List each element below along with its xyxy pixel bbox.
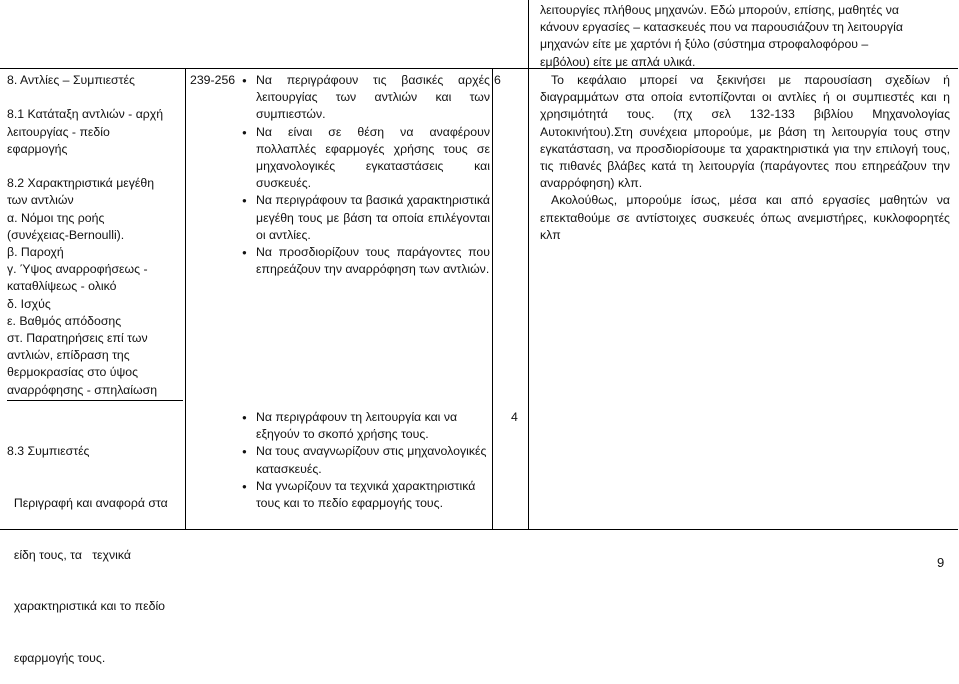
- topics-column: 8. Αντλίες – Συμπιεστές 8.1 Κατάταξη αντλιών - αρχή λειτουργίας - πεδίο εφαρμογής 8.2 Χαρακτηριστικά μεγέθη των αντλιών α. Νόμοι της ροής (συνέχειας-Bernoulli). β. Παροχή γ. Ύψος αναρροφήσεως - καταθλίψεως - ολικό δ. Ισχύς ε. Βαθμός απόδοσης στ. Παρατηρήσεις επί των αντλιών, επίδραση της θερμοκρασίας στο ύψος αναρρόφησης - σπηλαίωση: [7, 73, 164, 397]
- objective-item: ● Να περιγράφουν τα βασικά χαρακτηριστικά μεγέθη τους με βάση τα οποία επιλέγονται οι αντλίες.: [240, 192, 490, 244]
- page-number: 9: [937, 555, 945, 570]
- col-divider-1: [185, 68, 186, 530]
- objective-item: ● Να περιγράφουν τις βασικές αρχές λειτουργίας των αντλιών και των συμπιεστών.: [240, 72, 490, 124]
- continued-paragraph: λειτουργίες πλήθους μηχανών. Εδώ μπορούν, επίσης, μαθητές να κάνουν εργασίες – κατασκευές που να παρουσιάζουν τη λειτουργία μηχανών είτε με χαρτόνι ή ξύλο (σύστημα στροφαλοφόρου – εμβόλου) είτε με απλά υλικά.: [540, 3, 903, 69]
- book-pages: 239-256: [190, 73, 236, 87]
- objective-item: ● Να τους αναγνωρίζουν στις μηχανολογικές κατασκευές.: [240, 443, 492, 477]
- hours-compressors: 4: [511, 410, 518, 424]
- objectives-pumps: [240, 72, 490, 278]
- underline-8-2: [7, 400, 183, 401]
- teaching-notes: Το κεφάλαιο μπορεί να ξεκινήσει με παρουσίαση σχεδίων ή διαγραμμάτων στα οποία εντοπίζονται οι αντλίες ή οι συμπιεστές και η χρησιμότητά τους. (πχ σελ 132-133 βιβλίου Μηχανολογίας Αυτοκινήτου).Στη συνέχεια μπορούμε, με βάση τη λειτουργία τους στην εγκατάσταση, να προσδιορίσουμε τα χαρακτηριστικά για την επιλογή τους, τις πιθανές βλάβες κατά τη λειτουργία (παράγοντες που επηρεάζουν την αναρρόφηση) κλπ. Ακολούθως, μπορούμε ίσως, μέσα και από εργασίες μαθητών να επεκταθούμε σε αντίστοιχες συσκευές όπως ανεμιστήρες, κυκλοφορητές κλπ: [540, 73, 950, 242]
- col-divider-2: [492, 68, 493, 530]
- objective-item: ● Να είναι σε θέση να αναφέρουν πολλαπλές εφαρμογές χρήσης τους σε μηχανολογικές εγκαταστάσεις και συσκευές.: [240, 124, 490, 193]
- objectives-compressors: [240, 409, 492, 512]
- topics-column-compressors: 8.3 Συμπιεστές Περιγραφή και αναφορά στα είδη τους, τα τεχνικά χαρακτηριστικά και το πεδίο εφαρμογής τους.: [7, 444, 168, 665]
- objective-item: ● Να προσδιορίζουν τους παράγοντες που επηρεάζουν την αναρρόφηση των αντλιών.: [240, 244, 490, 278]
- objective-item: ● Να γνωρίζουν τα τεχνικά χαρακτηριστικά τους και το πεδίο εφαρμογής τους.: [240, 478, 492, 512]
- col-divider-3: [528, 0, 529, 530]
- objective-item: ● Να περιγράφουν τη λειτουργία και να εξηγούν το σκοπό χρήσης τους.: [240, 409, 492, 443]
- hours-pumps: 6: [494, 73, 501, 87]
